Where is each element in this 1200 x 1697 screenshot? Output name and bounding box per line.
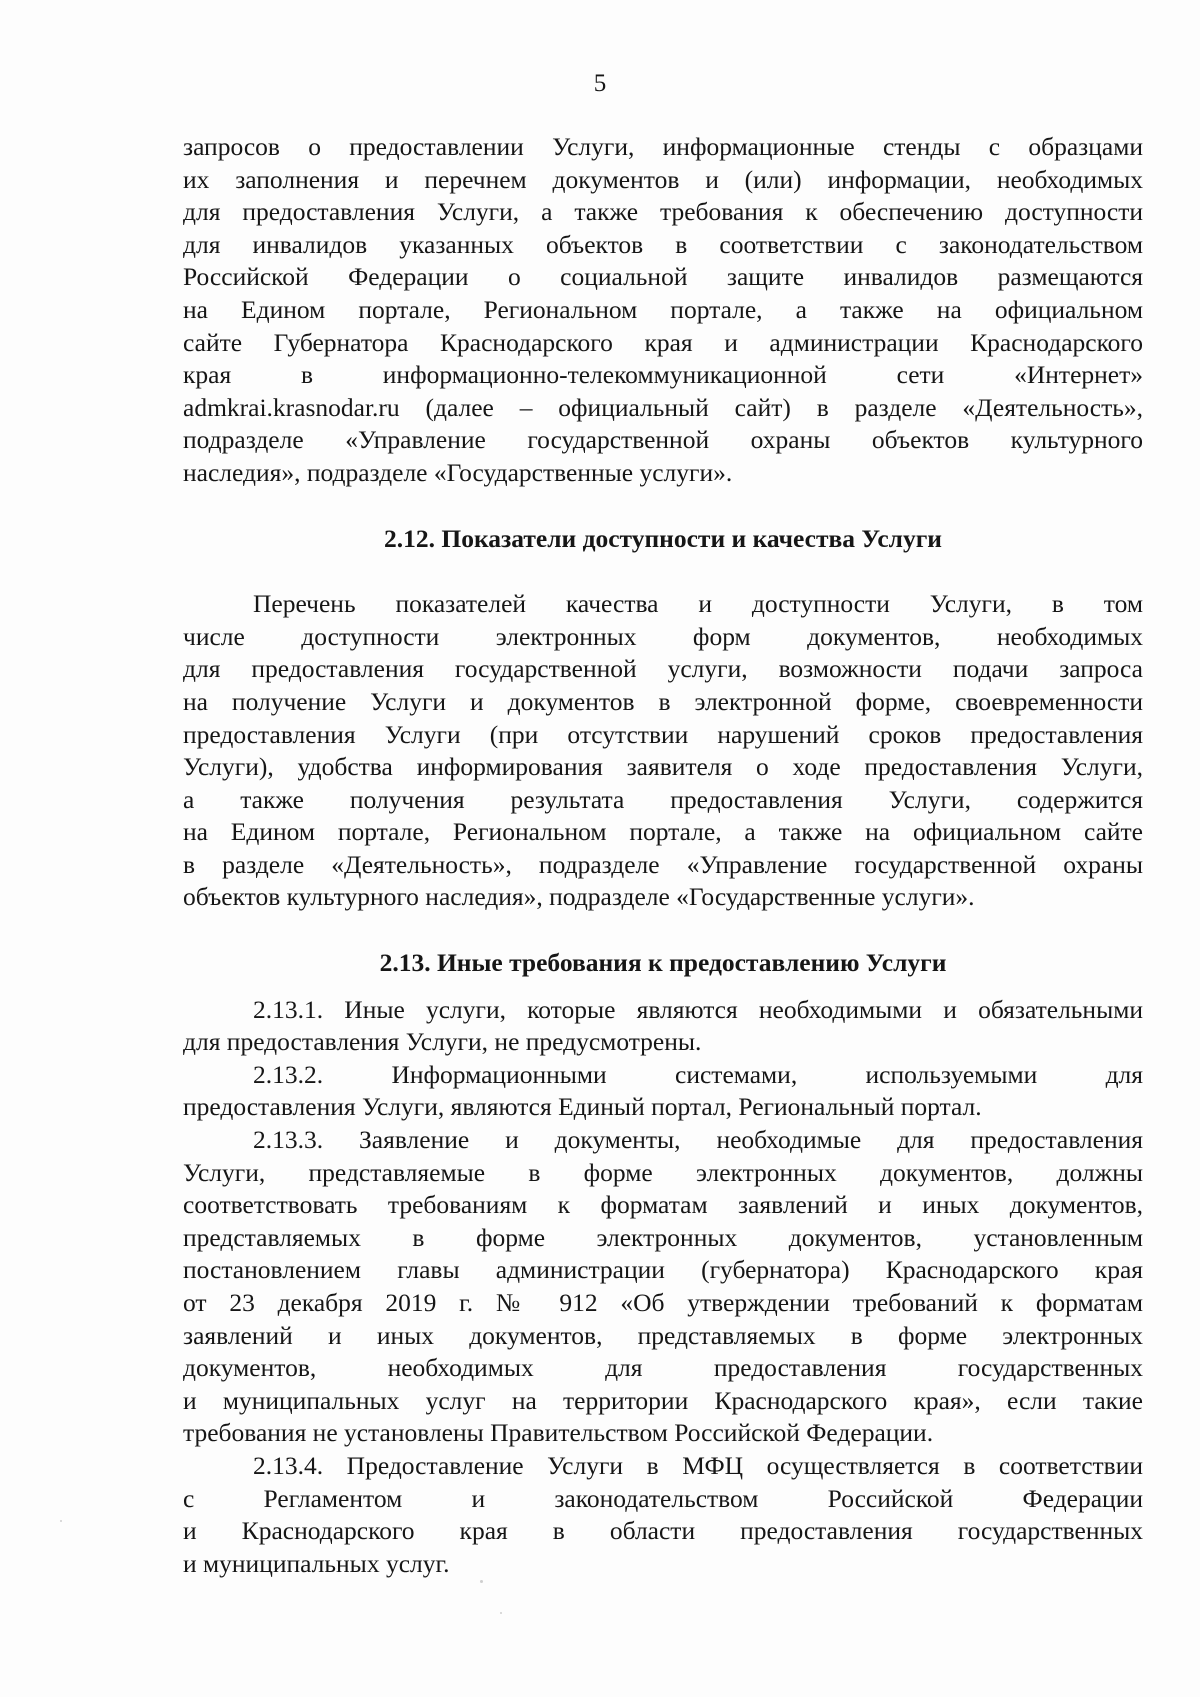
text-line: Российской Федерации о социальной защите инвалидов размещаются [183, 262, 1143, 292]
text-line: края в информационно-телекоммуникационной сети «Интернет» [183, 360, 1143, 390]
text-line: от 23 декабря 2019 г. № 912 «Об утверждении требований к форматам [183, 1288, 1143, 1317]
text-line: Перечень показателей качества и доступности Услуги, в том [253, 589, 1143, 619]
paragraph-2-13-1 [183, 994, 1143, 1059]
text-line: на Едином портале, Региональном портале, а также на официальном [183, 294, 1143, 324]
text-line: Услуги, представляемые в форме электронных документов, должны [183, 1157, 1143, 1187]
text-line: admkrai.krasnodar.ru (далее – официальный сайт) в разделе «Деятельность», [183, 392, 1143, 422]
text-line: их заполнения и перечнем документов и (или) информации, необходимых [183, 164, 1143, 194]
text-line: наследия», подразделе «Государственные услуги». [183, 457, 733, 487]
page-number: 5 [593, 70, 607, 97]
text-line: и муниципальных услуг. [183, 1548, 450, 1578]
paragraph-2-12 [183, 588, 1143, 914]
section-heading-2-12: 2.12. Показатели доступности и качества Услуги [384, 523, 942, 553]
text-line: требования не установлены Правительством Российской Федерации. [183, 1418, 934, 1448]
text-line: для предоставления Услуги, а также требования к обеспечению доступности [183, 197, 1143, 227]
intro-paragraph [183, 131, 1143, 490]
text-line: для инвалидов указанных объектов в соответствии с законодательством [183, 229, 1143, 259]
scan-speck [500, 1612, 502, 1614]
text-line: для предоставления Услуги, не предусмотрены. [183, 1027, 702, 1057]
text-line: заявлений и иных документов, представляемых в форме электронных [183, 1320, 1143, 1350]
text-line: объектов культурного наследия», подразделе «Государственные услуги». [183, 882, 975, 912]
text-line: 2.13.2. Информационными системами, используемыми для [253, 1059, 1143, 1089]
text-line: 2.13.4. Предоставление Услуги в МФЦ осуществляется в соответствии [253, 1450, 1143, 1480]
text-line: для предоставления государственной услуги, возможности подачи запроса [183, 654, 1143, 684]
text-line: и муниципальных услуг на территории Краснодарского края», если такие [183, 1385, 1143, 1415]
text-line: на получение Услуги и документов в электронной форме, своевременности [183, 686, 1143, 716]
scan-speck [480, 1580, 483, 1583]
text-line: сайте Губернатора Краснодарского края и администрации Краснодарского [183, 327, 1143, 357]
scan-speck [60, 1520, 62, 1522]
text-line: предоставления Услуги, являются Единый портал, Региональный портал. [183, 1092, 982, 1122]
text-line: представляемых в форме электронных документов, установленным [183, 1222, 1143, 1252]
text-line: и Краснодарского края в области предоставления государственных [183, 1516, 1143, 1546]
text-line: а также получения результата предоставления Услуги, содержится [183, 784, 1143, 814]
text-line: с Регламентом и законодательством Российской Федерации [183, 1483, 1143, 1513]
paragraph-2-13-3 [183, 1124, 1143, 1450]
text-line: числе доступности электронных форм документов, необходимых [183, 621, 1143, 651]
text-line: постановлением главы администрации (губернатора) Краснодарского края [183, 1255, 1143, 1285]
text-line: на Едином портале, Региональном портале, а также на официальном сайте [183, 817, 1143, 847]
text-line: соответствовать требованиям к форматам заявлений и иных документов, [183, 1190, 1143, 1220]
text-line: 2.13.1. Иные услуги, которые являются необходимыми и обязательными [253, 994, 1143, 1024]
document-body [183, 131, 1143, 1580]
text-line: Услуги), удобства информирования заявителя о ходе предоставления Услуги, [183, 752, 1143, 782]
text-line: предоставления Услуги (при отсутствии нарушений сроков предоставления [183, 719, 1143, 749]
text-line: в разделе «Деятельность», подразделе «Управление государственной охраны [183, 849, 1143, 879]
text-line: подразделе «Управление государственной охраны объектов культурного [183, 425, 1143, 455]
text-line: запросов о предоставлении Услуги, информационные стенды с образцами [183, 132, 1143, 161]
text-line: 2.13.3. Заявление и документы, необходимые для предоставления [253, 1125, 1143, 1155]
paragraph-2-13-4 [183, 1450, 1143, 1580]
section-heading-2-13: 2.13. Иные требования к предоставлению Услуги [379, 948, 947, 978]
paragraph-2-13-2 [183, 1059, 1143, 1124]
text-line: документов, необходимых для предоставления государственных [183, 1353, 1143, 1383]
